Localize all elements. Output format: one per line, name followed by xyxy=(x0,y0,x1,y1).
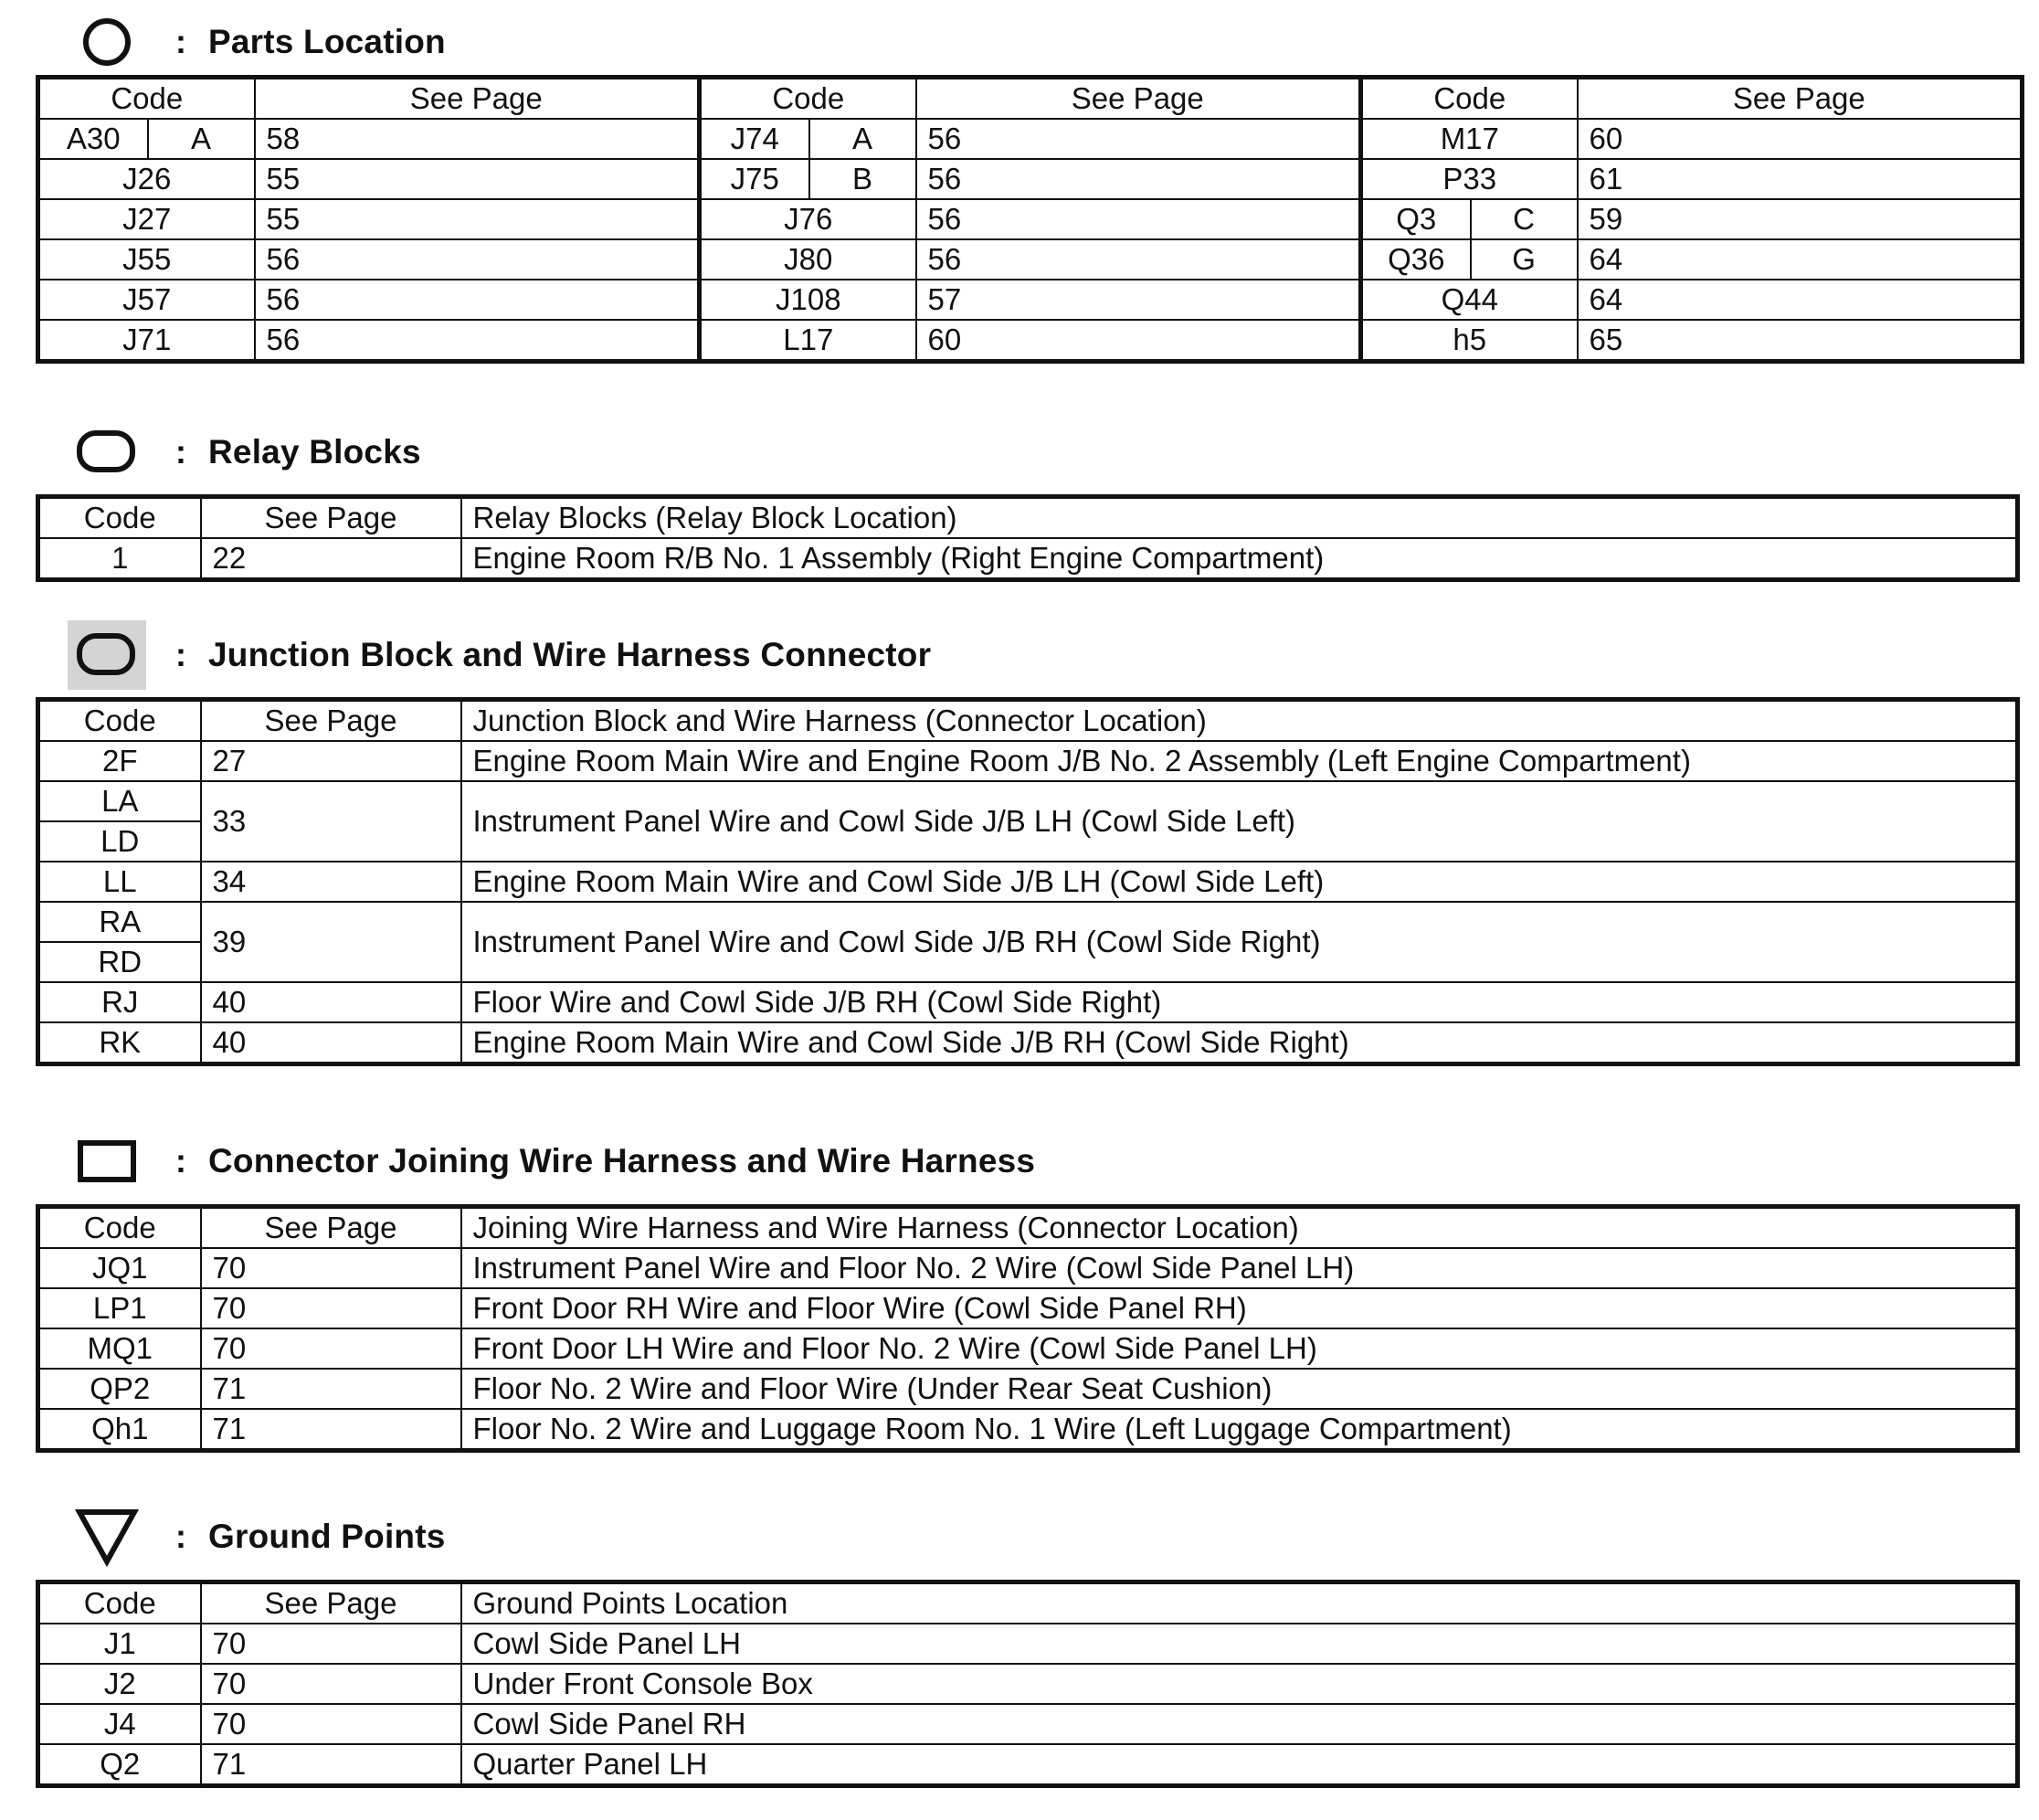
description-cell: Engine Room R/B No. 1 Assembly (Right Engine Compartment) xyxy=(461,538,2018,580)
code-cell: RD xyxy=(38,942,201,982)
table-header-row xyxy=(38,78,2023,120)
code-cell: J26 xyxy=(38,159,255,199)
page-cell: 60 xyxy=(916,320,1361,362)
description-cell: Cowl Side Panel LH xyxy=(461,1624,2018,1664)
code-cell: JQ1 xyxy=(38,1248,201,1288)
sub-code-cell: G xyxy=(1471,239,1578,280)
code-cell: MQ1 xyxy=(38,1328,201,1369)
description-cell: Engine Room Main Wire and Engine Room J/B No. 2 Assembly (Left Engine Compartment) xyxy=(461,741,2018,781)
ground-points-table xyxy=(36,1580,2020,1788)
column-header: See Page xyxy=(201,700,461,742)
page-cell: 56 xyxy=(255,320,700,362)
page-cell: 60 xyxy=(1578,119,2023,159)
code-cell: J57 xyxy=(38,280,255,320)
table-row xyxy=(38,1744,2018,1786)
circle-icon xyxy=(68,7,146,77)
page-cell: 40 xyxy=(201,1022,461,1064)
column-header: See Page xyxy=(201,1582,461,1624)
heading-colon: : xyxy=(175,1142,186,1180)
section-title: Parts Location xyxy=(208,23,446,60)
column-header: Code xyxy=(38,497,201,539)
code-cell: Q3 xyxy=(1361,199,1471,239)
code-cell: J4 xyxy=(38,1704,201,1744)
table-row xyxy=(38,239,2023,280)
sub-code-cell: A xyxy=(809,119,916,159)
heading-colon: : xyxy=(175,23,186,60)
column-header: See Page xyxy=(255,78,700,120)
junction-block-heading xyxy=(68,619,931,692)
code-cell: 2F xyxy=(38,741,201,781)
page-cell: 70 xyxy=(201,1248,461,1288)
heading-colon: : xyxy=(175,1518,186,1555)
page-cell: 56 xyxy=(916,199,1361,239)
parts-location-heading xyxy=(68,5,446,79)
column-header: See Page xyxy=(201,497,461,539)
code-cell: M17 xyxy=(1361,119,1578,159)
page-cell: 70 xyxy=(201,1328,461,1369)
table-row xyxy=(38,1704,2018,1744)
column-header: See Page xyxy=(1578,78,2023,120)
relay-blocks-heading xyxy=(68,416,421,489)
description-cell: Floor Wire and Cowl Side J/B RH (Cowl Side Right) xyxy=(461,982,2018,1022)
ground-points-rows xyxy=(38,1624,2018,1786)
page-cell: 70 xyxy=(201,1704,461,1744)
heading-colon: : xyxy=(175,433,186,471)
page-cell: 56 xyxy=(916,159,1361,199)
code-cell: 1 xyxy=(38,538,201,580)
column-header: Joining Wire Harness and Wire Harness (Connector Location) xyxy=(461,1207,2018,1249)
page-cell: 71 xyxy=(201,1744,461,1786)
table-row xyxy=(38,781,2018,821)
section-title: Junction Block and Wire Harness Connector xyxy=(208,636,932,673)
table-row xyxy=(38,1409,2018,1451)
description-cell: Floor No. 2 Wire and Luggage Room No. 1 Wire (Left Luggage Compartment) xyxy=(461,1409,2018,1451)
table-row xyxy=(38,1022,2018,1064)
ground-points-heading xyxy=(68,1500,446,1573)
page-cell: 71 xyxy=(201,1409,461,1451)
code-cell: RA xyxy=(38,902,201,942)
code-cell: J27 xyxy=(38,199,255,239)
page-cell: 61 xyxy=(1578,159,2023,199)
table-row xyxy=(38,741,2018,781)
page-cell: 57 xyxy=(916,280,1361,320)
page-cell: 64 xyxy=(1578,280,2023,320)
table-row xyxy=(38,862,2018,902)
table-row xyxy=(38,902,2018,942)
code-cell: QP2 xyxy=(38,1369,201,1409)
page-cell: 27 xyxy=(201,741,461,781)
table-header-row xyxy=(38,497,2018,539)
relay-blocks-table xyxy=(36,494,2020,582)
table-row xyxy=(38,199,2023,239)
table-header-row xyxy=(38,1207,2018,1249)
triangle-down-icon xyxy=(68,1502,146,1571)
sub-code-cell: A xyxy=(148,119,255,159)
code-cell: Q44 xyxy=(1361,280,1578,320)
table-row xyxy=(38,1664,2018,1704)
description-cell: Under Front Console Box xyxy=(461,1664,2018,1704)
table-row xyxy=(38,1369,2018,1409)
code-cell: L17 xyxy=(700,320,916,362)
table-row xyxy=(38,159,2023,199)
description-cell: Front Door LH Wire and Floor No. 2 Wire (Cowl Side Panel LH) xyxy=(461,1328,2018,1369)
code-cell: LA xyxy=(38,781,201,821)
page-cell: 22 xyxy=(201,538,461,580)
page-cell: 40 xyxy=(201,982,461,1022)
shaded-rounded-rectangle-icon xyxy=(68,620,146,690)
code-cell: LL xyxy=(38,862,201,902)
code-cell: h5 xyxy=(1361,320,1578,362)
code-cell: J75 xyxy=(700,159,809,199)
table-row xyxy=(38,1248,2018,1288)
page-cell: 64 xyxy=(1578,239,2023,280)
column-header: See Page xyxy=(916,78,1361,120)
description-cell: Instrument Panel Wire and Cowl Side J/B RH (Cowl Side Right) xyxy=(461,902,2018,982)
code-cell: J74 xyxy=(700,119,809,159)
rounded-rectangle-icon xyxy=(68,418,146,487)
junction-block-table xyxy=(36,697,2020,1066)
column-header: Code xyxy=(38,1582,201,1624)
page-cell: 71 xyxy=(201,1369,461,1409)
column-header: Code xyxy=(700,78,916,120)
column-header: Ground Points Location xyxy=(461,1582,2018,1624)
connector-joining-rows xyxy=(38,1248,2018,1451)
connector-joining-heading xyxy=(68,1125,1035,1198)
description-cell: Instrument Panel Wire and Cowl Side J/B LH (Cowl Side Left) xyxy=(461,781,2018,862)
page-cell: 55 xyxy=(255,159,700,199)
page-cell: 70 xyxy=(201,1288,461,1328)
column-header: Code xyxy=(1361,78,1578,120)
code-cell: J55 xyxy=(38,239,255,280)
section-title: Connector Joining Wire Harness and Wire Harness xyxy=(208,1142,1036,1180)
table-header-row xyxy=(38,700,2018,742)
page-cell: 65 xyxy=(1578,320,2023,362)
table-row xyxy=(38,538,2018,580)
code-cell: J76 xyxy=(700,199,916,239)
column-header: Code xyxy=(38,700,201,742)
code-cell: LD xyxy=(38,821,201,862)
table-row xyxy=(38,982,2018,1022)
heading-colon: : xyxy=(175,636,186,673)
page-cell: 58 xyxy=(255,119,700,159)
table-row xyxy=(38,119,2023,159)
column-header: Code xyxy=(38,1207,201,1249)
table-header-row xyxy=(38,1582,2018,1624)
code-cell: Q36 xyxy=(1361,239,1471,280)
description-cell: Front Door RH Wire and Floor Wire (Cowl Side Panel RH) xyxy=(461,1288,2018,1328)
column-header: Relay Blocks (Relay Block Location) xyxy=(461,497,2018,539)
section-title: Relay Blocks xyxy=(208,433,421,471)
description-cell: Quarter Panel LH xyxy=(461,1744,2018,1786)
column-header: Junction Block and Wire Harness (Connector Location) xyxy=(461,700,2018,742)
page-cell: 33 xyxy=(201,781,461,862)
page-cell: 70 xyxy=(201,1624,461,1664)
code-cell: J80 xyxy=(700,239,916,280)
page-cell: 56 xyxy=(255,280,700,320)
sub-code-cell: C xyxy=(1471,199,1578,239)
table-row xyxy=(38,320,2023,362)
sub-code-cell: B xyxy=(809,159,916,199)
description-cell: Floor No. 2 Wire and Floor Wire (Under Rear Seat Cushion) xyxy=(461,1369,2018,1409)
page-cell: 56 xyxy=(916,239,1361,280)
page-cell: 59 xyxy=(1578,199,2023,239)
parts-location-rows xyxy=(38,119,2023,362)
code-cell: J1 xyxy=(38,1624,201,1664)
table-row xyxy=(38,1288,2018,1328)
code-cell: J2 xyxy=(38,1664,201,1704)
junction-block-rows xyxy=(38,741,2018,1064)
column-header: See Page xyxy=(201,1207,461,1249)
table-row xyxy=(38,280,2023,320)
table-row xyxy=(38,1328,2018,1369)
code-cell: RJ xyxy=(38,982,201,1022)
page-cell: 39 xyxy=(201,902,461,982)
description-cell: Engine Room Main Wire and Cowl Side J/B LH (Cowl Side Left) xyxy=(461,862,2018,902)
connector-joining-table xyxy=(36,1204,2020,1453)
page-cell: 70 xyxy=(201,1664,461,1704)
code-cell: LP1 xyxy=(38,1288,201,1328)
description-cell: Instrument Panel Wire and Floor No. 2 Wire (Cowl Side Panel LH) xyxy=(461,1248,2018,1288)
parts-location-table xyxy=(36,75,2024,364)
code-cell: P33 xyxy=(1361,159,1578,199)
description-cell: Engine Room Main Wire and Cowl Side J/B RH (Cowl Side Right) xyxy=(461,1022,2018,1064)
page-cell: 34 xyxy=(201,862,461,902)
square-icon xyxy=(68,1127,146,1196)
page-cell: 56 xyxy=(916,119,1361,159)
description-cell: Cowl Side Panel RH xyxy=(461,1704,2018,1744)
page-cell: 56 xyxy=(255,239,700,280)
table-row xyxy=(38,1624,2018,1664)
code-cell: J71 xyxy=(38,320,255,362)
relay-blocks-rows xyxy=(38,538,2018,580)
page-cell: 55 xyxy=(255,199,700,239)
code-cell: J108 xyxy=(700,280,916,320)
code-cell: A30 xyxy=(38,119,148,159)
section-title: Ground Points xyxy=(208,1518,446,1555)
code-cell: Qh1 xyxy=(38,1409,201,1451)
column-header: Code xyxy=(38,78,255,120)
code-cell: RK xyxy=(38,1022,201,1064)
code-cell: Q2 xyxy=(38,1744,201,1786)
